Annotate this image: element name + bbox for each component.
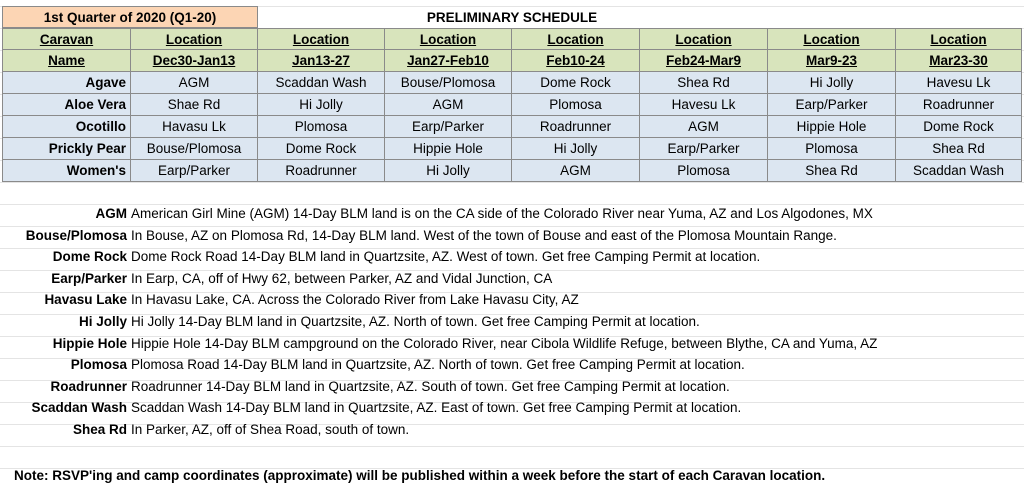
- schedule-cell[interactable]: Dome Rock: [258, 138, 385, 160]
- gridline: [0, 182, 1024, 183]
- schedule-cell[interactable]: Dome Rock: [896, 116, 1022, 138]
- schedule-cell[interactable]: Plomosa: [258, 116, 385, 138]
- caravan-name-cell[interactable]: Ocotillo: [2, 116, 131, 138]
- legend-description[interactable]: American Girl Mine (AGM) 14-Day BLM land is on the CA side of the Colorado River near Yuma, AZ and Los Algodones, MX: [131, 205, 873, 221]
- schedule-cell[interactable]: Shea Rd: [640, 72, 768, 94]
- legend-description[interactable]: Dome Rock Road 14-Day BLM land in Quartzsite, AZ. West of town. Get free Camping Permit at location.: [131, 248, 761, 264]
- caravan-name-cell[interactable]: Women's: [2, 160, 131, 182]
- schedule-cell[interactable]: Roadrunner: [896, 94, 1022, 116]
- header-location-5[interactable]: Location: [640, 28, 768, 50]
- schedule-cell[interactable]: Plomosa: [640, 160, 768, 182]
- schedule-cell[interactable]: Bouse/Plomosa: [385, 72, 512, 94]
- schedule-cell[interactable]: Earp/Parker: [640, 138, 768, 160]
- header-period-7[interactable]: Mar23-30: [896, 50, 1022, 72]
- legend-key[interactable]: Shea Rd: [72, 421, 127, 437]
- legend-description[interactable]: Hippie Hole 14-Day BLM campground on the Colorado River, near Cibola Wildlife Refuge, between Blythe, CA and Yuma, AZ: [131, 335, 878, 351]
- schedule-cell[interactable]: Hi Jolly: [768, 72, 896, 94]
- header-location-7[interactable]: Location: [896, 28, 1022, 50]
- schedule-cell[interactable]: Roadrunner: [512, 116, 640, 138]
- legend-description[interactable]: Plomosa Road 14-Day BLM land in Quartzsite, AZ. North of town. Get free Camping Permit at location.: [131, 356, 745, 372]
- schedule-cell[interactable]: Shea Rd: [896, 138, 1022, 160]
- schedule-cell[interactable]: Hi Jolly: [258, 94, 385, 116]
- schedule-cell[interactable]: Shae Rd: [131, 94, 258, 116]
- header-location-1[interactable]: Location: [131, 28, 258, 50]
- header-location-3[interactable]: Location: [385, 28, 512, 50]
- legend-description[interactable]: In Earp, CA, off of Hwy 62, between Parker, AZ and Vidal Junction, CA: [131, 270, 553, 286]
- schedule-cell[interactable]: Havasu Lk: [131, 116, 258, 138]
- legend-description[interactable]: Scaddan Wash 14-Day BLM land in Quartzsite, AZ. East of town. Get free Camping Permit at location.: [131, 399, 742, 415]
- caravan-name-cell[interactable]: Aloe Vera: [2, 94, 131, 116]
- legend-key[interactable]: Plomosa: [70, 356, 127, 372]
- schedule-cell[interactable]: Plomosa: [768, 138, 896, 160]
- legend-key[interactable]: AGM: [95, 205, 127, 221]
- legend-key[interactable]: Hi Jolly: [78, 313, 127, 329]
- schedule-cell[interactable]: Shea Rd: [768, 160, 896, 182]
- schedule-cell[interactable]: Hi Jolly: [512, 138, 640, 160]
- schedule-cell[interactable]: AGM: [512, 160, 640, 182]
- caravan-name-cell[interactable]: Prickly Pear: [2, 138, 131, 160]
- schedule-cell[interactable]: AGM: [131, 72, 258, 94]
- schedule-cell[interactable]: Dome Rock: [512, 72, 640, 94]
- header-location-6[interactable]: Location: [768, 28, 896, 50]
- schedule-cell[interactable]: Bouse/Plomosa: [131, 138, 258, 160]
- legend-description[interactable]: Roadrunner 14-Day BLM land in Quartzsite, AZ. South of town. Get free Camping Permit at location.: [131, 378, 730, 394]
- header-period-3[interactable]: Jan27-Feb10: [385, 50, 512, 72]
- note-text[interactable]: Note: RSVP'ing and camp coordinates (approximate) will be published within a week before the start of each Caravan location.: [14, 467, 826, 483]
- schedule-cell[interactable]: Havesu Lk: [896, 72, 1022, 94]
- header-caravan[interactable]: Caravan: [2, 28, 131, 50]
- legend-key[interactable]: Hippie Hole: [52, 335, 127, 351]
- header-location-2[interactable]: Location: [258, 28, 385, 50]
- header-period-4[interactable]: Feb10-24: [512, 50, 640, 72]
- schedule-cell[interactable]: Hi Jolly: [385, 160, 512, 182]
- legend-key[interactable]: Scaddan Wash: [31, 399, 127, 415]
- header-period-6[interactable]: Mar9-23: [768, 50, 896, 72]
- schedule-cell[interactable]: AGM: [640, 116, 768, 138]
- legend-key[interactable]: Dome Rock: [52, 248, 127, 264]
- header-period-2[interactable]: Jan13-27: [258, 50, 385, 72]
- header-period-1[interactable]: Dec30-Jan13: [131, 50, 258, 72]
- header-name[interactable]: Name: [2, 50, 131, 72]
- legend-key[interactable]: Roadrunner: [50, 378, 127, 394]
- legend-description[interactable]: In Parker, AZ, off of Shea Road, south of town.: [131, 421, 410, 437]
- schedule-cell[interactable]: Havesu Lk: [640, 94, 768, 116]
- legend-key[interactable]: Bouse/Plomosa: [25, 227, 127, 243]
- legend-description[interactable]: In Havasu Lake, CA. Across the Colorado River from Lake Havasu City, AZ: [131, 291, 579, 307]
- header-location-4[interactable]: Location: [512, 28, 640, 50]
- schedule-cell[interactable]: Roadrunner: [258, 160, 385, 182]
- schedule-cell[interactable]: Hippie Hole: [385, 138, 512, 160]
- schedule-cell[interactable]: AGM: [385, 94, 512, 116]
- legend-description[interactable]: In Bouse, AZ on Plomosa Rd, 14-Day BLM land. West of the town of Bouse and east of the Plomosa Mountain Range.: [131, 227, 837, 243]
- schedule-cell[interactable]: Scaddan Wash: [896, 160, 1022, 182]
- legend-key[interactable]: Earp/Parker: [51, 270, 127, 286]
- schedule-title: PRELIMINARY SCHEDULE: [426, 9, 598, 25]
- header-period-5[interactable]: Feb24-Mar9: [640, 50, 768, 72]
- schedule-cell[interactable]: Hippie Hole: [768, 116, 896, 138]
- legend-description[interactable]: Hi Jolly 14-Day BLM land in Quartzsite, AZ. North of town. Get free Camping Permit at location.: [131, 313, 700, 329]
- quarter-title-cell[interactable]: 1st Quarter of 2020 (Q1-20): [2, 6, 258, 28]
- schedule-cell[interactable]: Earp/Parker: [768, 94, 896, 116]
- caravan-name-cell[interactable]: Agave: [2, 72, 131, 94]
- schedule-cell[interactable]: Plomosa: [512, 94, 640, 116]
- gridline: [0, 446, 1024, 447]
- schedule-cell[interactable]: Earp/Parker: [131, 160, 258, 182]
- schedule-cell[interactable]: Scaddan Wash: [258, 72, 385, 94]
- schedule-cell[interactable]: Earp/Parker: [385, 116, 512, 138]
- legend-key[interactable]: Havasu Lake: [44, 291, 127, 307]
